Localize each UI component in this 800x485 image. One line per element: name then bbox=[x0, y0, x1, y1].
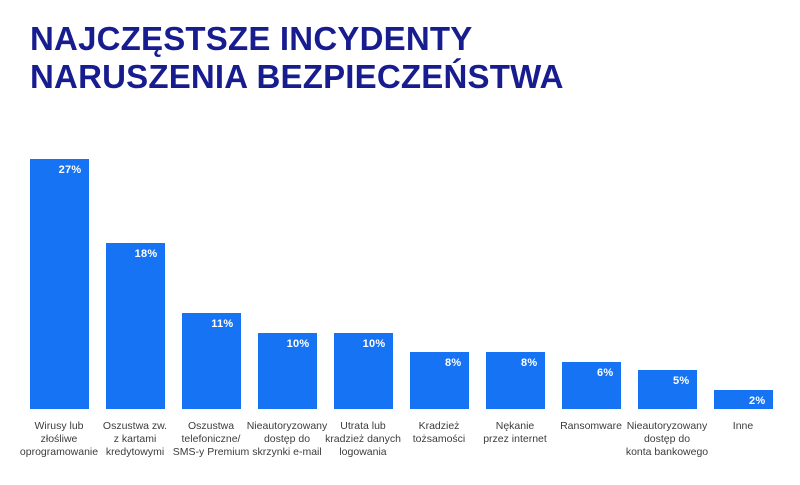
bar bbox=[486, 352, 545, 409]
bar-value-label: 27% bbox=[58, 164, 82, 176]
bar-column bbox=[401, 0, 477, 485]
bar-column bbox=[625, 0, 709, 485]
bar-category-line: kradzież danych bbox=[325, 433, 401, 445]
bar-category-label bbox=[471, 420, 559, 446]
page-title-line2: NARUSZENIA BEZPIECZEŃSTWA bbox=[30, 58, 564, 95]
bar bbox=[30, 159, 89, 409]
bar bbox=[258, 333, 317, 409]
bar bbox=[334, 333, 393, 409]
bar-slot bbox=[173, 0, 249, 409]
bar-category-label bbox=[91, 420, 179, 459]
bar-value-label: 11% bbox=[211, 318, 234, 330]
bar-slot bbox=[249, 0, 325, 409]
bar-slot bbox=[629, 0, 705, 409]
bar-category-line: kredytowymi bbox=[105, 446, 165, 458]
bar-category-line: Utrata lub bbox=[340, 420, 386, 432]
bar-slot bbox=[21, 0, 97, 409]
bar-value-label: 2% bbox=[749, 395, 766, 407]
bar-category-line: skrzynki e-mail bbox=[252, 446, 322, 458]
bar bbox=[714, 390, 773, 409]
bar-category-line: Ransomware bbox=[560, 420, 622, 432]
bar-category-line: z kartami bbox=[113, 433, 157, 445]
bar-category-label bbox=[243, 420, 331, 459]
bar-category-line: Nieautoryzowany bbox=[246, 420, 328, 432]
bar-category-line: oprogramowanie bbox=[19, 446, 99, 458]
bar bbox=[106, 243, 165, 409]
bar-slot bbox=[325, 0, 401, 409]
bar-column bbox=[325, 0, 401, 485]
bar-category-line: Oszustwa bbox=[187, 420, 235, 432]
bar-category-label bbox=[395, 420, 483, 446]
bar-category-line: Kradzież bbox=[418, 420, 460, 432]
bar-value-label: 6% bbox=[597, 367, 614, 379]
bar-category-label bbox=[547, 420, 635, 433]
bar-category-line: złośliwe bbox=[40, 433, 78, 445]
bar-slot bbox=[97, 0, 173, 409]
bar bbox=[182, 313, 241, 409]
bar-category-line: Nieautoryzowany bbox=[626, 420, 708, 432]
bar-column bbox=[97, 0, 173, 485]
bar-category-line: Inne bbox=[732, 420, 754, 432]
bar-category-label bbox=[15, 420, 103, 459]
bar-column bbox=[246, 0, 328, 485]
bar-category-label bbox=[167, 420, 255, 459]
bar-column bbox=[173, 0, 249, 485]
bar-category-line: logowania bbox=[339, 446, 387, 458]
bar bbox=[638, 370, 697, 409]
bar-column bbox=[477, 0, 553, 485]
bar-category-label bbox=[623, 420, 711, 459]
bar-value-label: 8% bbox=[445, 357, 462, 369]
bar-category-line: telefoniczne/ bbox=[181, 433, 241, 445]
bar-category-label bbox=[319, 420, 407, 459]
bar-slot bbox=[553, 0, 629, 409]
bar-category-line: konta bankowego bbox=[625, 446, 709, 458]
bar bbox=[410, 352, 469, 409]
bar-column bbox=[21, 0, 97, 485]
bar-category-line: dostęp do bbox=[643, 433, 691, 445]
bar-value-label: 8% bbox=[521, 357, 538, 369]
bar-slot bbox=[401, 0, 477, 409]
bar-category-line: SMS-y Premium bbox=[172, 446, 250, 458]
bar-value-label: 10% bbox=[362, 338, 386, 350]
bar-category-line: Nękanie bbox=[495, 420, 535, 432]
bar-category-label bbox=[699, 420, 787, 433]
bar bbox=[562, 362, 621, 409]
bar-slot bbox=[705, 0, 781, 409]
bar-column bbox=[553, 0, 629, 485]
bar-value-label: 5% bbox=[673, 375, 690, 387]
bar-column bbox=[705, 0, 781, 485]
bar-category-line: tożsamości bbox=[412, 433, 466, 445]
page-title-line1: NAJCZĘSTSZE INCYDENTY bbox=[30, 20, 473, 57]
bar-value-label: 10% bbox=[286, 338, 310, 350]
bar-chart bbox=[21, 0, 783, 485]
bar-value-label: 18% bbox=[134, 248, 158, 260]
bar-category-line: Wirusy lub bbox=[34, 420, 84, 432]
bar-category-line: przez internet bbox=[483, 433, 547, 445]
bar-category-line: Oszustwa zw. bbox=[102, 420, 168, 432]
bar-category-line: dostęp do bbox=[263, 433, 311, 445]
bar-slot bbox=[477, 0, 553, 409]
